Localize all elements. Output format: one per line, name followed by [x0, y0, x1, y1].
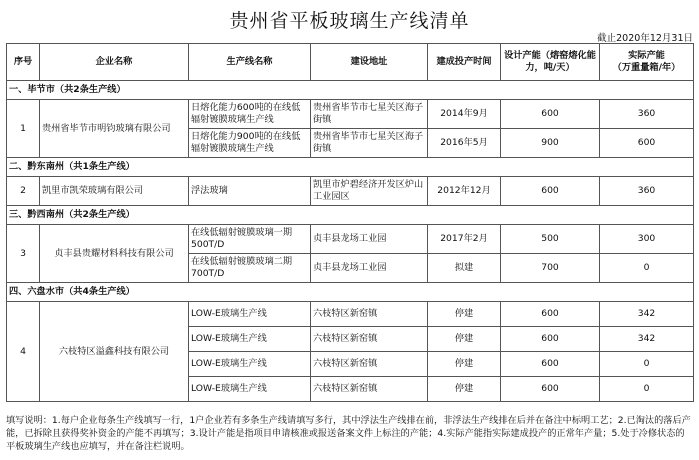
- header-start-time: 建成投产时间: [428, 44, 501, 81]
- region-label: 三、黔西南州（共2条生产线）: [7, 206, 694, 225]
- actual-capacity: 600: [600, 129, 694, 158]
- design-capacity: 600: [501, 177, 600, 206]
- design-capacity: 600: [501, 100, 600, 129]
- actual-capacity: 342: [600, 302, 694, 327]
- table-row: [7, 302, 694, 327]
- table-row: [7, 177, 694, 206]
- start-time: 停建: [428, 377, 501, 402]
- header-address: 建设地址: [311, 44, 428, 81]
- design-capacity: 600: [501, 377, 600, 402]
- actual-capacity: 0: [600, 377, 694, 402]
- actual-capacity: 360: [600, 177, 694, 206]
- line-name: LOW-E玻璃生产线: [189, 302, 311, 327]
- header-row: [7, 44, 694, 81]
- production-line-table: [6, 43, 694, 402]
- address: 六枝特区新窑镇: [311, 377, 428, 402]
- start-time: 2017年2月: [428, 225, 501, 254]
- address: 六枝特区新窑镇: [311, 327, 428, 352]
- region-label: 四、六盘水市（共4条生产线）: [7, 283, 694, 302]
- design-capacity: 900: [501, 129, 600, 158]
- as-of-date: 截止2020年12月31日: [597, 33, 693, 44]
- table-row: [7, 100, 694, 129]
- start-time: 停建: [428, 302, 501, 327]
- region-row: [7, 206, 694, 225]
- actual-capacity: 300: [600, 225, 694, 254]
- address: 贵州省毕节市七星关区海子街镇: [311, 100, 428, 129]
- document-title: 贵州省平板玻璃生产线清单: [229, 10, 470, 32]
- design-capacity: 600: [501, 302, 600, 327]
- start-time: 2012年12月: [428, 177, 501, 206]
- header-actual-capacity-unit: （万重量箱/年）: [612, 62, 681, 73]
- design-capacity: 500: [501, 225, 600, 254]
- start-time: 停建: [428, 352, 501, 377]
- filling-notes: 填写说明：1.每户企业每条生产线填写一行，1户企业若有多条生产线请填写多行，其中浮法生产线排在前，非浮法生产线排在后并在备注中标明工艺；2.已淘汰的落后产能，已拆除且获得奖补资金的产能不再填写；3.设计产能是指项目申请核准或报送备案文件上标注的产能；4.实际产能指实际建成投产的正常年产量；5.处于冷修状态的平板玻璃生产线也应填写，并在备注栏说明。: [6, 415, 691, 452]
- address: 凯里市炉碧经济开发区炉山工业园区: [311, 177, 428, 206]
- header-line-name: 生产线名称: [189, 44, 311, 81]
- design-capacity: 700: [501, 254, 600, 283]
- company-name: 贞丰县贵耀材料科技有限公司: [40, 225, 189, 283]
- header-index: 序号: [7, 44, 40, 81]
- address: 贵州省毕节市七星关区海子街镇: [311, 129, 428, 158]
- address: 六枝特区新窑镇: [311, 352, 428, 377]
- row-index: 1: [7, 100, 40, 158]
- region-row: [7, 283, 694, 302]
- header-actual-capacity-label: 实际产能: [628, 50, 665, 61]
- line-name: LOW-E玻璃生产线: [189, 377, 311, 402]
- actual-capacity: 360: [600, 100, 694, 129]
- line-name: 在线低辐射镀膜玻璃一期500T/D: [189, 225, 311, 254]
- line-name: 日熔化能力600吨的在线低辐射镀膜玻璃生产线: [189, 100, 311, 129]
- actual-capacity: 0: [600, 254, 694, 283]
- start-time: 2014年9月: [428, 100, 501, 129]
- row-index: 2: [7, 177, 40, 206]
- region-label: 一、毕节市（共2条生产线）: [7, 81, 694, 100]
- start-time: 拟建: [428, 254, 501, 283]
- design-capacity: 600: [501, 327, 600, 352]
- line-name: 在线低辐射镀膜玻璃二期700T/D: [189, 254, 311, 283]
- header-actual-capacity: [600, 44, 694, 81]
- line-name: LOW-E玻璃生产线: [189, 327, 311, 352]
- actual-capacity: 0: [600, 352, 694, 377]
- company-name: 贵州省毕节市明钧玻璃有限公司: [40, 100, 189, 158]
- company-name: 六枝特区溢鑫科技有限公司: [40, 302, 189, 402]
- address: 贞丰县龙场工业园: [311, 254, 428, 283]
- region-row: [7, 158, 694, 177]
- address: 贞丰县龙场工业园: [311, 225, 428, 254]
- region-row: [7, 81, 694, 100]
- table-row: [7, 225, 694, 254]
- start-time: 2016年5月: [428, 129, 501, 158]
- region-label: 二、黔东南州（共1条生产线）: [7, 158, 694, 177]
- row-index: 4: [7, 302, 40, 402]
- company-name: 凯里市凯荣玻璃有限公司: [40, 177, 189, 206]
- header-design-capacity: 设计产能（熔窑熔化能力，吨/天）: [501, 44, 600, 81]
- header-company: 企业名称: [40, 44, 189, 81]
- start-time: 停建: [428, 327, 501, 352]
- address: 六枝特区新窑镇: [311, 302, 428, 327]
- actual-capacity: 342: [600, 327, 694, 352]
- row-index: 3: [7, 225, 40, 283]
- line-name: 日熔化能力900吨的在线低辐射镀膜玻璃生产线: [189, 129, 311, 158]
- line-name: 浮法玻璃: [189, 177, 311, 206]
- design-capacity: 600: [501, 352, 600, 377]
- line-name: LOW-E玻璃生产线: [189, 352, 311, 377]
